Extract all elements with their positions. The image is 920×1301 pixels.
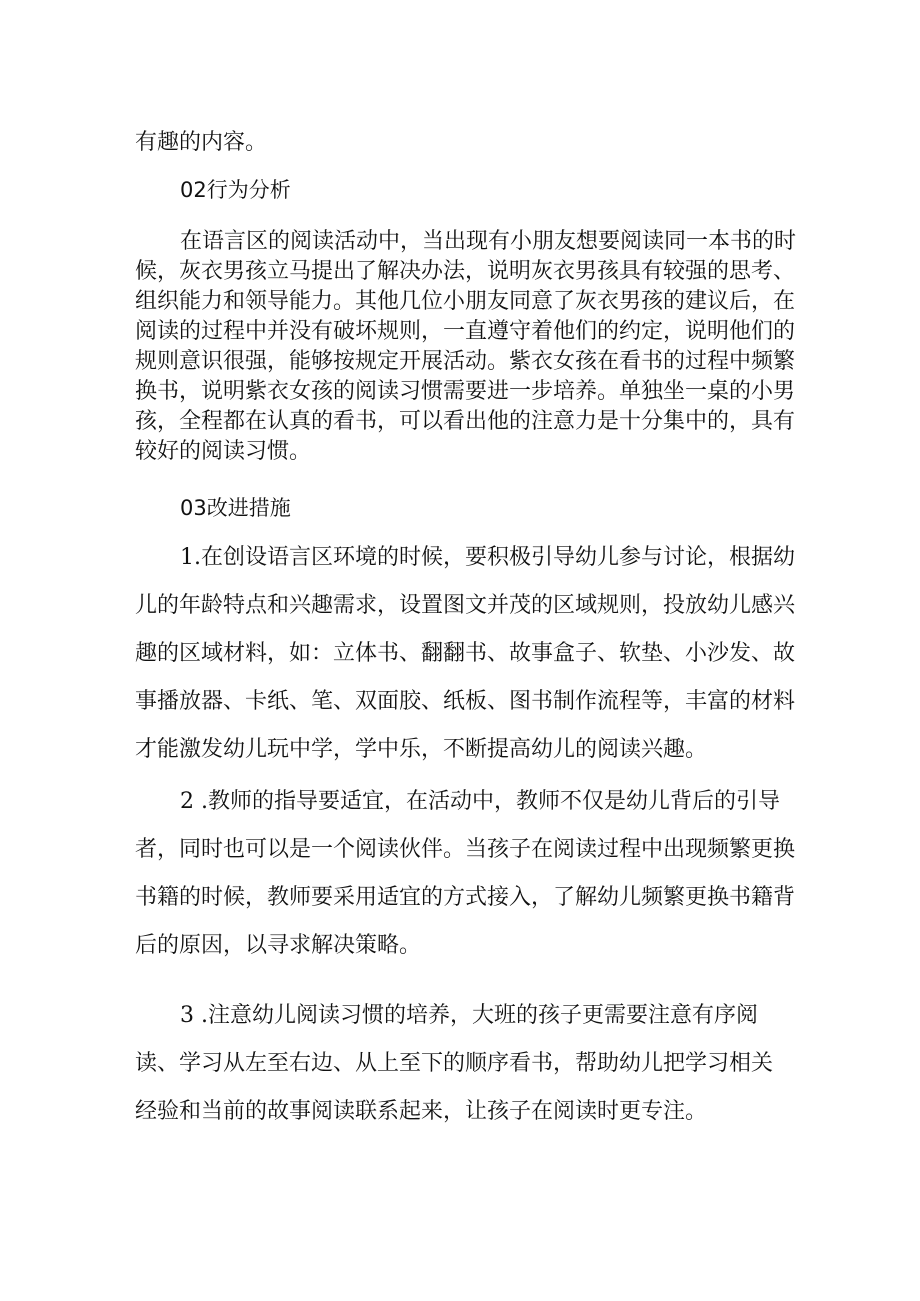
text-line: 趣的区域材料，如：立体书、翻翻书、故事盒子、软垫、小沙发、故: [135, 641, 796, 666]
text-line: 在语言区的阅读活动中，当出现有小朋友想要阅读同一本书的时: [180, 229, 797, 254]
text-line: 书籍的时候，教师要采用适宜的方式接入，了解幼儿频繁更换书籍背: [135, 885, 796, 910]
text-line: 2 .教师的指导要适宜，在活动中，教师不仅是幼儿背后的引导: [180, 789, 780, 814]
text-line: 者，同时也可以是一个阅读伙伴。当孩子在阅读过程中出现频繁更换: [135, 837, 796, 862]
section-heading: 02行为分析: [180, 178, 291, 202]
text-line: 规则意识很强，能够按规定开展活动。紫衣女孩在看书的过程中频繁: [135, 349, 796, 374]
text-line: 儿的年龄特点和兴趣需求，设置图文并茂的区域规则，投放幼儿感兴: [135, 593, 796, 618]
section-heading: 03改进措施: [180, 496, 291, 520]
text-line: 才能激发幼儿玩中学，学中乐，不断提高幼儿的阅读兴趣。: [135, 737, 708, 762]
text-line: 1.在创设语言区环境的时候，要积极引导幼儿参与讨论，根据幼: [180, 545, 795, 570]
text-line: 3 .注意幼儿阅读习惯的培养，大班的孩子更需要注意有序阅: [180, 1003, 758, 1028]
text-line: 经验和当前的故事阅读联系起来，让孩子在阅读时更专注。: [135, 1099, 708, 1124]
text-line: 后的原因，以寻求解决策略。: [135, 933, 422, 958]
text-line: 较好的阅读习惯。: [135, 439, 312, 464]
text-line: 组织能力和领导能力。其他几位小朋友同意了灰衣男孩的建议后，在: [135, 289, 796, 314]
text-line: 读、学习从左至右边、从上至下的顺序看书，帮助幼儿把学习相关: [135, 1051, 774, 1076]
text-line: 事播放器、卡纸、笔、双面胶、纸板、图书制作流程等，丰富的材料: [135, 689, 796, 714]
text-line: 换书，说明紫衣女孩的阅读习惯需要进一步培养。单独坐一桌的小男: [135, 379, 796, 404]
text-line: 有趣的内容。: [135, 130, 268, 155]
text-line: 孩，全程都在认真的看书，可以看出他的注意力是十分集中的，具有: [135, 409, 796, 434]
text-line: 候，灰衣男孩立马提出了解决办法，说明灰衣男孩具有较强的思考、: [135, 259, 796, 284]
text-line: 阅读的过程中并没有破坏规则，一直遵守着他们的约定，说明他们的: [135, 319, 796, 344]
